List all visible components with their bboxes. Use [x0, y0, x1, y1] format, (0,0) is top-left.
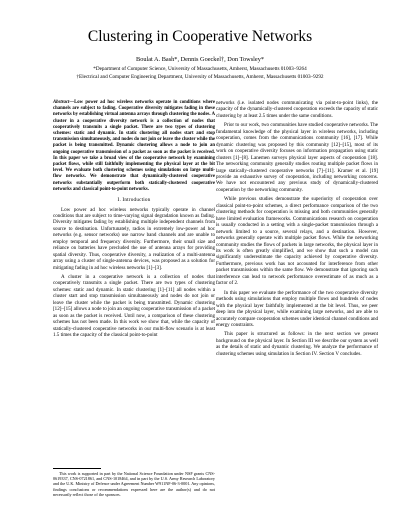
- intro-paragraph: Low power ad hoc wireless networks typically operate in channel conditions that are subject to time-varying signal degradation known as fading. Diversity mitigates fading by establishing multiple independent channels from source to destination. Unfortunately, radios in extremely low-power ad hoc networks (e.g. sensor networks) use narrow band channels and are unable to employ temporal and frequency diversity. Furthermore, their small size and reliance on batteries have precluded the use of antenna arrays for providing spatial diversity. Thus, cooperative diversity, a realization of a multi-antenna array using a cluster of single-antenna devices, was proposed as a solution for mitigating fading in ad hoc wireless networks [1]–[3].: [53, 206, 215, 271]
- right-column: [216, 100, 378, 360]
- affiliation-1: *Department of Computer Science, University of Massachusetts, Amherst, Massachusetts 01003–9264: [93, 66, 307, 72]
- body-paragraph: This paper is structured as follows: in the next section we present background on the physical layer. In Section III we describe our system as well as the details of static and dynamic clustering. We analyze the performance of clustering schemes using simulation in Section IV. Section V concludes.: [216, 331, 378, 357]
- section-heading-introduction: I. Introduction: [117, 197, 151, 204]
- funding-footnote: This work is supported in part by the National Science Foundation under NSF grants CNS-0619337, CNS-0721861, and CNS-1018464, and in part by the U.S. Army Research Laboratory and the U.K. Ministry of Defence under Agreement Number W911NF-06-3-0001. Any opinions, findings conclusions or recommendations expressed here are the author(s) and do not necessarily reflect those of the sponsors.: [53, 471, 216, 497]
- body-paragraph: In this paper we evaluate the performance of the two cooperative diversity methods using simulations that employ multiple flows and hundreds of nodes with the physical layer faithfully implemented at the bit level. Thus, we peer deep into the physical layer, while examining large networks, and are able to accurately compare cooperation schemes under identical channel conditions and energy constraints.: [216, 289, 378, 328]
- affiliation-2: †Electrical and Computer Engineering Department, University of Massachusetts, Amherst, Massachusetts 01003–9292: [76, 74, 324, 80]
- body-paragraph: Prior to our work, two communities have studied cooperative networks. The fundamental knowledge of the physical layer in wireless networks, including cooperation, comes from the communications community [16], [17]. While dynamic clustering was proposed by this community [12]–[15], most of its work on cooperative diversity focuses on information propagation using static clusters [1]–[8]. Lanemen surveys physical layer aspects of cooperation [18]. The networking community generally studies routing multiple packet flows in large statically-clustered cooperative networks [7]–[11]. Kramer et al. [19] provide an exhaustive survey of cooperation, including networking concerns. We have not encountered any previous study of dynamically-clustered cooperation by the networking community.: [216, 122, 378, 193]
- body-paragraph: networks (i.e. isolated nodes communicating via point-to-point links), the capacity of the dynamically-clustered cooperation exceeds the capacity of static clustering by at least 2.5 times under the same conditions.: [216, 100, 378, 119]
- footnote-divider: [53, 468, 101, 469]
- intro-paragraph: A cluster in a cooperative network is a collection of nodes that cooperatively transmits a single packet. There are two types of clustering schemes: static and dynamic. In static clustering [1]–[11] all nodes within a cluster start and stop transmission simultaneously and nodes do not join or leave the cluster while the packet is being transmitted. Dynamic clustering [12]–[15] allows a node to join an ongoing cooperative transmission of a packet as soon as the packet is received. Until now, a comparison of these clustering schemes has not been made. In this work we show that, while the capacity of statically-clustered cooperative networks in our multi-flow scenario is at least 1.5 times the capacity of the classical point-to-point: [53, 274, 215, 339]
- abstract-label: Abstract: [53, 100, 70, 105]
- body-paragraph: While previous studies demonstrate the superiority of cooperation over classical point-to-point schemes, a direct performance comparison of the two clustering methods for cooperation is missing and both communities generally have limited evaluation frameworks. Communications research on cooperation is usually conducted in a setting with a single-packet transmission through a network limited to a source, several relays, and a destination. However, networks generally operate with multiple packet flows. While the networking community studies the flows of packets in large networks, the physical layer in its work is often greatly simplified, and we show that such a model can significantly underestimate the capacity achieved by cooperative diversity. Furthermore, previous work has not accounted for interference from other packet transmissions within the same flow. We demonstrate that ignoring such interference can lead to network performance overestimate of as much as a factor of 2.: [216, 196, 378, 287]
- paper-title: Clustering in Cooperative Networks: [87, 28, 313, 45]
- abstract: [53, 100, 215, 193]
- author-list: Boulat A. Bash*, Dennis Goeckel†, Don Towsley*: [136, 56, 264, 63]
- left-column: [53, 100, 215, 342]
- abstract-body: —Low power ad hoc wireless networks operate in conditions where channels are subject to fading. Cooperative diversity mitigates fading in these networks by establishing virtual antenna arrays through clustering the nodes. A cluster in a cooperative diversity network is a collection of nodes that cooperatively transmits a single packet. There are two types of clustering schemes: static and dynamic. In static clustering all nodes start and stop transmission simultaneously, and nodes do not join or leave the cluster while the packet is being transmitted. Dynamic clustering allows a node to join an ongoing cooperative transmission of a packet as soon as the packet is received. In this paper we take a broad view of the cooperative network by examining packet flows, while still faithfully implementing the physical layer at the bit level. We evaluate both clustering schemes using simulations on large multi-flow networks. We demonstrate that dynamically-clustered cooperative networks substantially outperform both statically-clustered cooperative networks and classical point-to-point networks.: [53, 100, 215, 192]
